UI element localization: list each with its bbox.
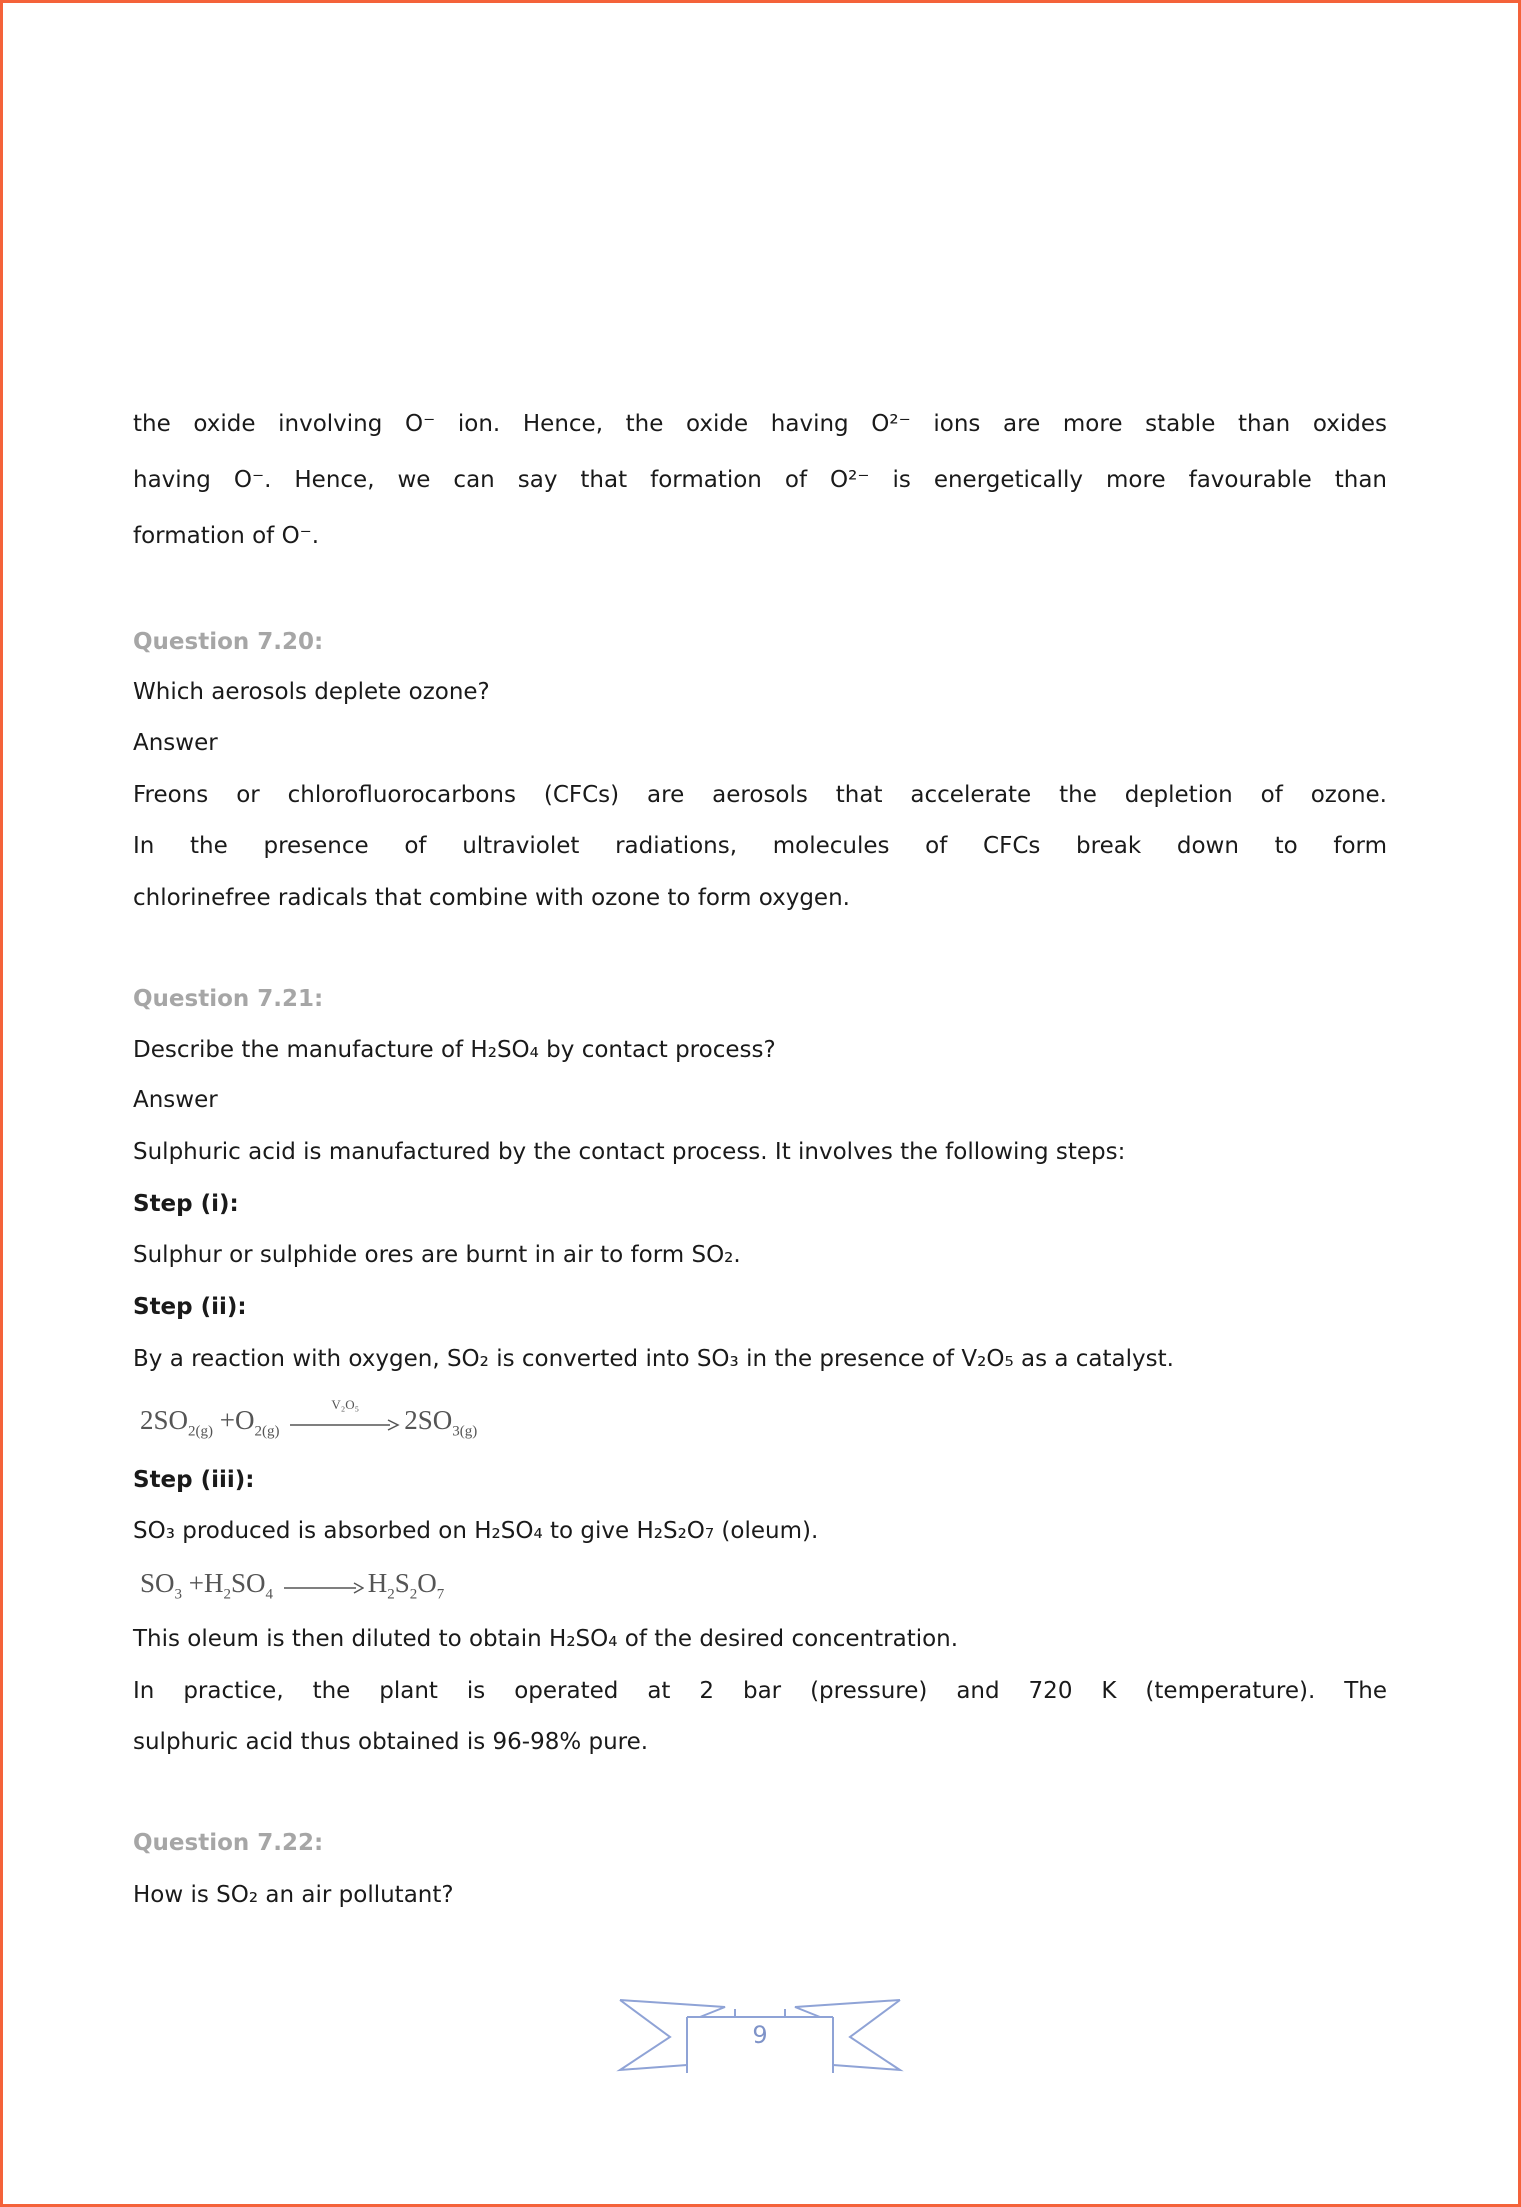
- question-heading: Question 7.22:: [133, 1830, 324, 1856]
- page-number-ornament: [615, 1995, 905, 2075]
- reaction-arrow-icon: [284, 1568, 364, 1604]
- question-text: Which aerosols deplete ozone?: [133, 679, 490, 705]
- answer-label: Answer: [133, 730, 218, 756]
- step-text: Sulphur or sulphide ores are burnt in air to form SO₂.: [133, 1242, 741, 1268]
- step-text: SO₃ produced is absorbed on H₂SO₄ to give H₂S₂O₇ (oleum).: [133, 1518, 819, 1544]
- answer-line: sulphuric acid thus obtained is 96-98% pure.: [133, 1729, 649, 1755]
- step-text: By a reaction with oxygen, SO₂ is converted into SO₃ in the presence of V₂O₅ as a catalyst.: [133, 1346, 1174, 1372]
- step-label: Step (i):: [133, 1191, 239, 1217]
- equation-so2-oxidation: $2SO_{2(g)} +O_{2(g)}$ V₂O₅ $2SO_{3(g)}$: [140, 1396, 478, 1440]
- step-label: Step (ii):: [133, 1294, 247, 1320]
- answer-line: chlorinefree radicals that combine with ozone to form oxygen.: [133, 885, 850, 911]
- question-heading: Question 7.20:: [133, 629, 324, 655]
- answer-line: This oleum is then diluted to obtain H₂SO₄ of the desired concentration.: [133, 1626, 959, 1652]
- reaction-arrow-icon: V₂O₅: [290, 1405, 400, 1441]
- question-heading: Question 7.21:: [133, 986, 324, 1012]
- intro-line: the oxide involving O⁻ ion. Hence, the oxide having O²⁻ ions are more stable than oxides: [133, 411, 1387, 437]
- answer-line: In the presence of ultraviolet radiations, molecules of CFCs break down to form: [133, 833, 1387, 859]
- question-text: Describe the manufacture of H₂SO₄ by contact process?: [133, 1037, 776, 1063]
- answer-intro: Sulphuric acid is manufactured by the contact process. It involves the following steps:: [133, 1139, 1126, 1165]
- answer-line: In practice, the plant is operated at 2 bar (pressure) and 720 K (temperature). The: [133, 1678, 1387, 1704]
- question-text: How is SO₂ an air pollutant?: [133, 1882, 454, 1908]
- intro-line: formation of O⁻.: [133, 523, 320, 549]
- answer-label: Answer: [133, 1087, 218, 1113]
- answer-line: Freons or chlorofluorocarbons (CFCs) are aerosols that accelerate the depletion of ozone.: [133, 782, 1387, 808]
- page-number: 9: [752, 2021, 768, 2049]
- step-label: Step (iii):: [133, 1467, 255, 1493]
- equation-oleum: $SO_3 +H_2SO_4$ $H_2S_2O_7$: [140, 1568, 445, 1603]
- intro-line: having O⁻. Hence, we can say that formation of O²⁻ is energetically more favourable than: [133, 467, 1387, 493]
